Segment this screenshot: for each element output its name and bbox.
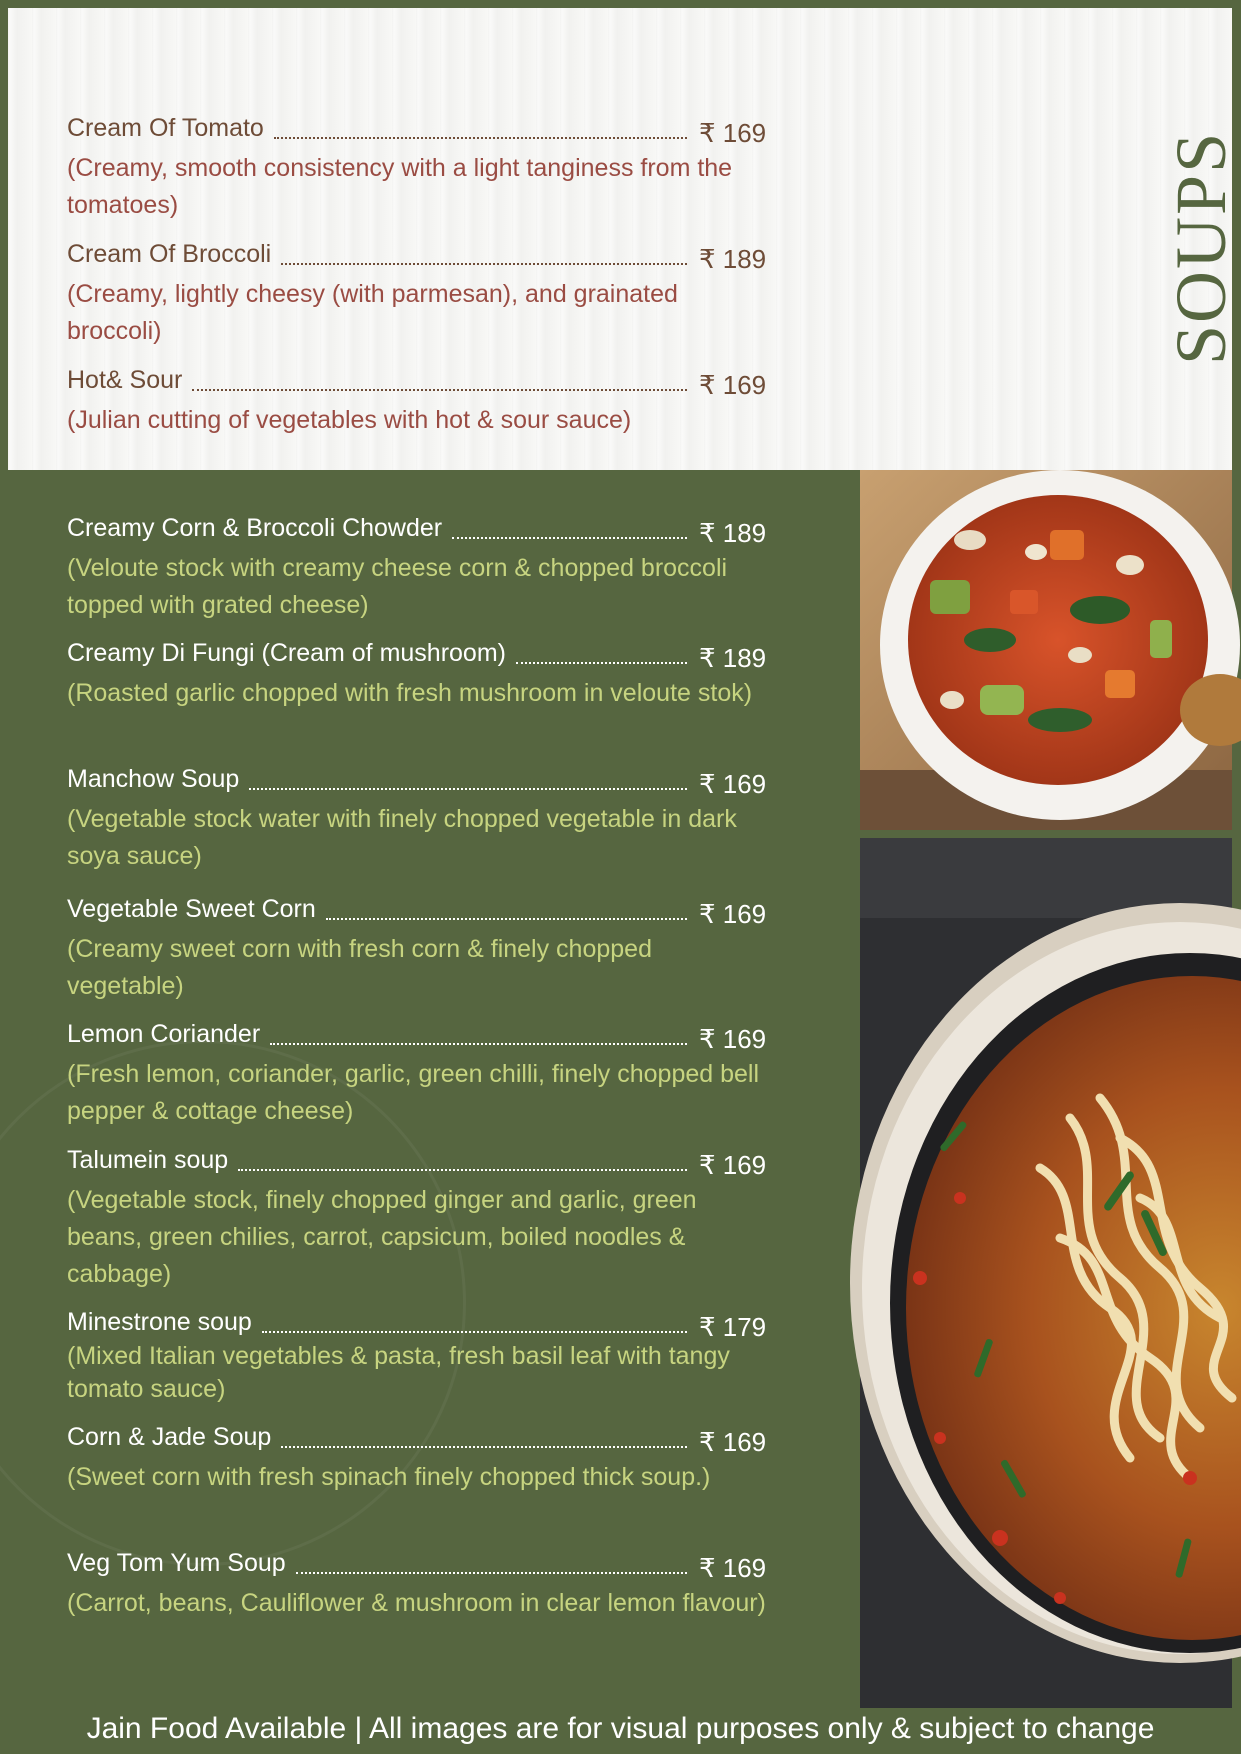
menu-item-veg-tom-yum-soup [67, 1549, 767, 1622]
item-description: (Creamy, lightly cheesy (with parmesan), and grainated broccoli) [67, 280, 678, 345]
item-price: ₹ 179 [699, 1312, 767, 1342]
menu-item-lemon-coriander [67, 1020, 767, 1130]
item-name: Corn & Jade Soup [67, 1423, 272, 1451]
noodle-soup-photo [860, 838, 1232, 1708]
dotted-leader [238, 1169, 687, 1171]
noodle-bowl-illustration [860, 838, 1232, 1708]
dotted-leader [281, 1446, 687, 1448]
item-description: (Creamy sweet corn with fresh corn & finely chopped vegetable) [67, 935, 652, 1000]
item-description: (Carrot, beans, Cauliflower & mushroom in clear lemon flavour) [67, 1589, 766, 1617]
dotted-leader [249, 788, 687, 790]
item-name: Cream Of Broccoli [67, 240, 272, 268]
minestrone-bowl-illustration [860, 470, 1232, 830]
minestrone-soup-photo [860, 470, 1232, 830]
dotted-leader [452, 537, 687, 539]
item-name: Talumein soup [67, 1146, 229, 1174]
dotted-leader [270, 1043, 687, 1045]
item-description: (Julian cutting of vegetables with hot & sour sauce) [67, 406, 632, 434]
section-title: SOUPS [1161, 130, 1241, 366]
item-price: ₹ 169 [699, 118, 767, 148]
top-menu-panel [8, 8, 1241, 470]
menu-item-corn-broccoli-chowder [67, 514, 767, 624]
dotted-leader [281, 263, 687, 265]
dotted-leader [274, 137, 687, 139]
item-description: (Vegetable stock, finely chopped ginger and garlic, green beans, green chilies, carrot, capsicum, boiled noodles & cabbage) [67, 1186, 697, 1288]
menu-item-manchow-soup [67, 765, 767, 875]
item-name: Cream Of Tomato [67, 114, 264, 142]
item-name: Veg Tom Yum Soup [67, 1549, 286, 1577]
dotted-leader [296, 1572, 687, 1574]
dotted-leader [262, 1331, 687, 1333]
footer-disclaimer: Jain Food Available | All images are for visual purposes only & subject to change [86, 1712, 1155, 1745]
item-price: ₹ 169 [699, 899, 767, 929]
menu-item-hot-and-sour [67, 366, 767, 439]
item-name: Creamy Di Fungi (Cream of mushroom) [67, 639, 506, 667]
item-price: ₹ 169 [699, 769, 767, 799]
item-description: (Creamy, smooth consistency with a light tanginess from the tomatoes) [67, 154, 733, 219]
item-name: Minestrone soup [67, 1308, 252, 1336]
item-description: (Vegetable stock water with finely chopped vegetable in dark soya sauce) [67, 805, 737, 870]
item-description: (Fresh lemon, coriander, garlic, green chilli, finely chopped bell pepper & cottage cheese) [67, 1060, 760, 1125]
menu-item-cream-of-tomato [67, 114, 767, 224]
menu-item-vegetable-sweet-corn [67, 895, 767, 1005]
menu-item-cream-of-broccoli [67, 240, 767, 350]
item-name: Creamy Corn & Broccoli Chowder [67, 514, 443, 542]
item-price: ₹ 169 [699, 1150, 767, 1180]
menu-item-di-fungi [67, 639, 767, 712]
item-price: ₹ 189 [699, 643, 767, 673]
item-price: ₹ 169 [699, 1427, 767, 1457]
item-price: ₹ 189 [699, 244, 767, 274]
item-price: ₹ 189 [699, 518, 767, 548]
item-name: Manchow Soup [67, 765, 240, 793]
item-description: (Roasted garlic chopped with fresh mushroom in veloute stok) [67, 679, 753, 707]
item-description: (Sweet corn with fresh spinach finely chopped thick soup.) [67, 1463, 711, 1491]
menu-item-minestrone-soup [67, 1308, 767, 1406]
item-name: Hot& Sour [67, 366, 183, 394]
menu-item-corn-and-jade-soup [67, 1423, 767, 1496]
item-description: (Veloute stock with creamy cheese corn & chopped broccoli topped with grated cheese) [67, 554, 728, 619]
dotted-leader [326, 918, 687, 920]
item-price: ₹ 169 [699, 1024, 767, 1054]
menu-item-talumein-soup [67, 1146, 767, 1293]
dotted-leader [516, 662, 687, 664]
item-description: (Mixed Italian vegetables & pasta, fresh basil leaf with tangy tomato sauce) [67, 1342, 730, 1403]
item-price: ₹ 169 [699, 370, 767, 400]
dotted-leader [192, 389, 687, 391]
item-name: Lemon Coriander [67, 1020, 261, 1048]
item-name: Vegetable Sweet Corn [67, 895, 316, 923]
item-price: ₹ 169 [699, 1553, 767, 1583]
